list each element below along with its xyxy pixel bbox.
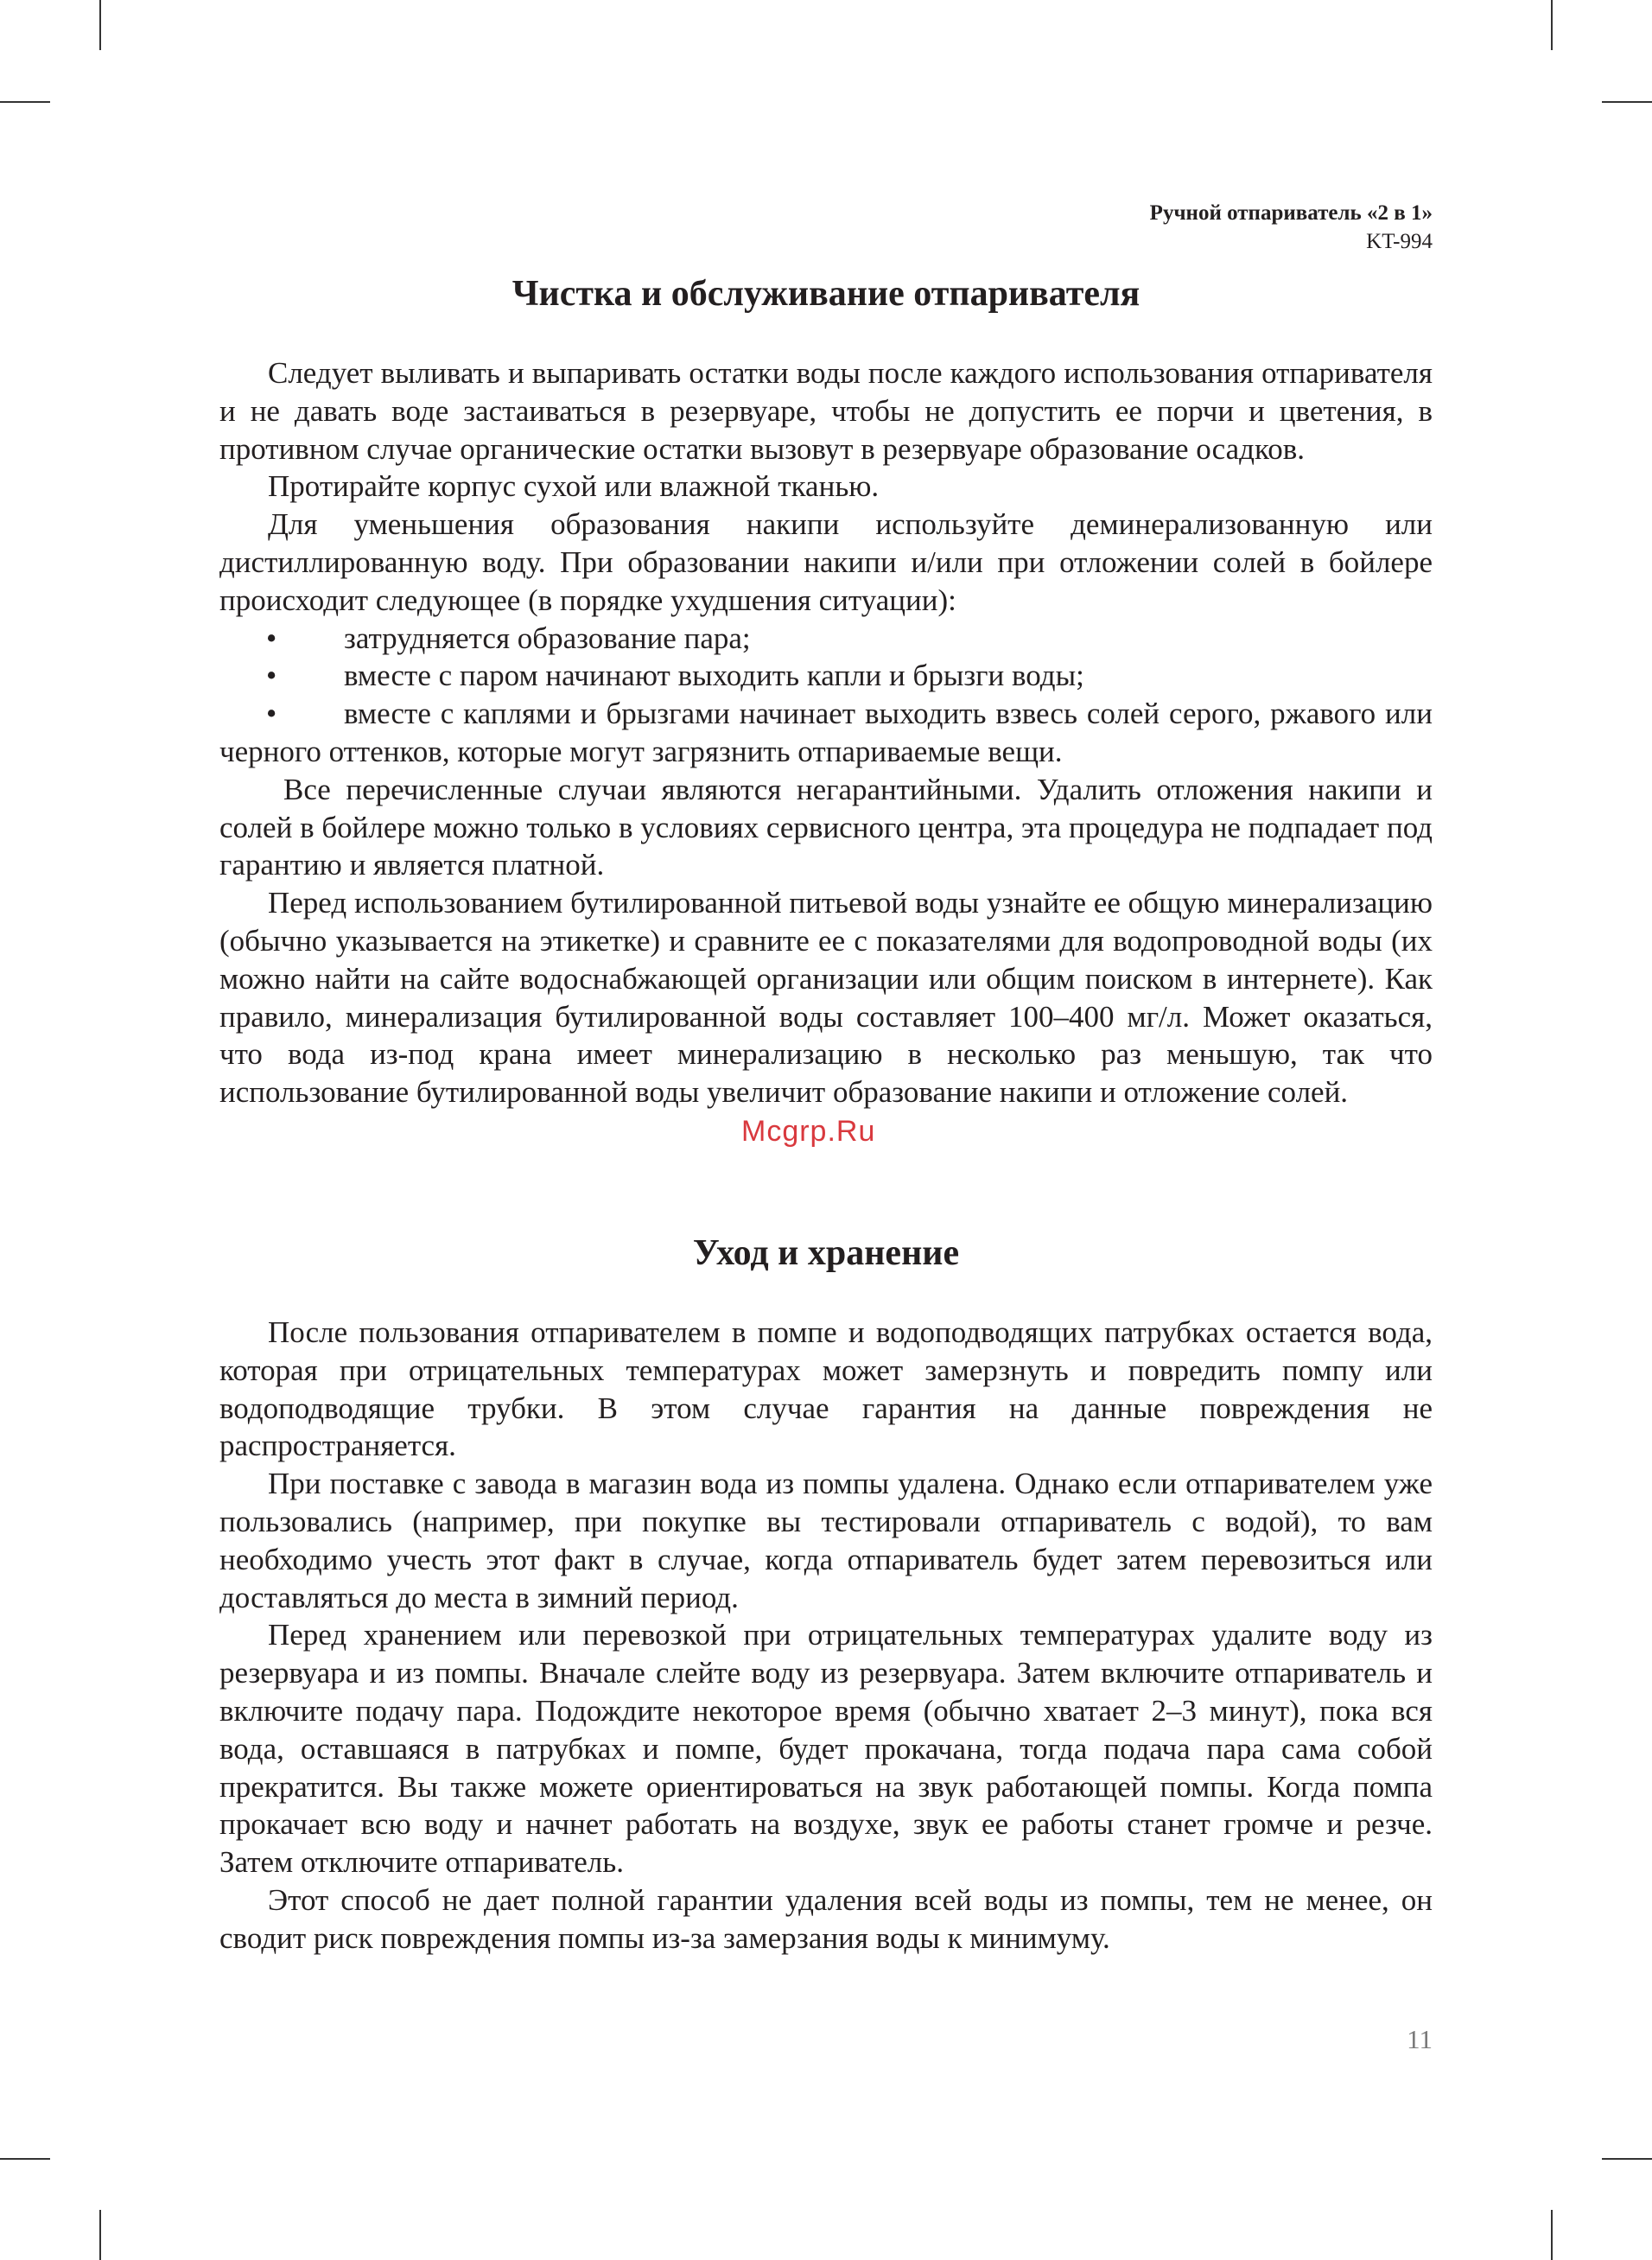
crop-mark-right-bottom — [1602, 2158, 1652, 2160]
paragraph: При поставке с завода в магазин вода из помпы удалена. Однако если отпаривателем уже пользовались (например, при покупке вы тестировали отпариватель с водой), то вам необходимо учесть этот факт в случае, когда отпариватель будет затем перевозиться или доставляться до места в зимний период. — [219, 1467, 1433, 1614]
list-item-text: вместе с паром начинают выходить капли и брызги воды; — [344, 659, 1084, 693]
section-body-cleaning — [219, 354, 1433, 1111]
crop-mark-left-top — [0, 101, 50, 103]
paragraph: Протирайте корпус сухой или влажной тканью. — [268, 469, 880, 504]
crop-mark-left-bottom — [0, 2158, 50, 2160]
crop-mark-bottom-left — [99, 2210, 101, 2260]
list-item — [219, 695, 1433, 771]
header-product-name: Ручной отпариватель «2 в 1» — [1149, 201, 1433, 225]
paragraph: После пользования отпаривателем в помпе и водоподводящих патрубках остается вода, которая при отрицательных температурах может замерзнуть и повредить помпу или водоподводящие трубки. В этом случае гарантия на данные повреждения не распространяется. — [219, 1315, 1433, 1463]
watermark: Mcgrp.Ru — [741, 1115, 876, 1148]
bullet-icon: • — [266, 697, 277, 731]
crop-mark-bottom-right — [1551, 2210, 1553, 2260]
list-item-text: вместе с каплями и брызгами начинает выходить взвесь солей серого, ржавого или черного оттенков, которые могут загрязнить отпариваемые вещи. — [219, 697, 1433, 768]
paragraph: Все перечисленные случаи являются негарантийными. Удалить отложения накипи и солей в бойлере можно только в условиях сервисного центра, эта процедура не подпадает под гарантию и является платной. — [219, 772, 1433, 882]
bullet-list — [219, 620, 1433, 771]
running-header — [1150, 199, 1433, 256]
section-title-care-storage: Уход и хранение — [692, 1232, 960, 1273]
bullet-icon: • — [266, 659, 277, 693]
bullet-icon: • — [266, 621, 277, 655]
list-item — [219, 657, 1433, 695]
crop-mark-top-left — [99, 0, 101, 50]
page-number: 11 — [1407, 2024, 1433, 2054]
page-content — [219, 259, 1433, 1957]
section-title-cleaning: Чистка и обслуживание отпаривателя — [511, 274, 1141, 314]
crop-mark-top-right — [1551, 0, 1553, 50]
paragraph: Перед использованием бутилированной питьевой воды узнайте ее общую минерализацию (обычно указывается на этикетке) и сравните ее с показателями для водопроводной воды (их можно найти на сайте водоснабжающей организации или общим поиском в интернете). Как правило, минерализация бутилированной воды составляет 100–400 мг/л. Может оказаться, что вода из-под крана имеет минерализацию в несколько раз меньшую, так что использование бутилированной воды увеличит образование накипи и отложение солей. — [219, 886, 1433, 1110]
paragraph: Следует выливать и выпаривать остатки воды после каждого использования отпаривателя и не давать воде застаиваться в резервуаре, чтобы не допустить ее порчи и цветения, в противном случае органические остатки вызовут в резервуаре образование осадков. — [219, 356, 1433, 466]
paragraph: Этот способ не дает полной гарантии удаления всей воды из помпы, тем не менее, он сводит риск повреждения помпы из-за замерзания воды к минимуму. — [219, 1882, 1433, 1955]
section-body-care-storage — [219, 1314, 1433, 1958]
list-item-text: затрудняется образование пара; — [344, 621, 751, 655]
list-item — [219, 620, 1433, 658]
paragraph: Перед хранением или перевозкой при отрицательных температурах удалите воду из резервуара и из помпы. Вначале слейте воду из резервуара. Затем включите отпариватель и включите подачу пара. Подождите некоторое время (обычно хватает 2–3 минут), пока вся вода, оставшаяся в патрубках и помпе, будет прокачана, тогда подача пара сама собой прекратится. Вы также можете ориентироваться на звук работающей помпы. Когда помпа прокачает всю воду и начнет работать на воздухе, звук ее работы станет громче и резче. Затем отключите отпариватель. — [219, 1618, 1433, 1880]
header-model: KT-994 — [1366, 230, 1433, 253]
crop-mark-right-top — [1602, 101, 1652, 103]
paragraph: Для уменьшения образования накипи используйте деминерализованную или дистиллированную воду. При образовании накипи и/или при отложении солей в бойлере происходит следующее (в порядке ухудшения ситуации): — [219, 507, 1433, 617]
